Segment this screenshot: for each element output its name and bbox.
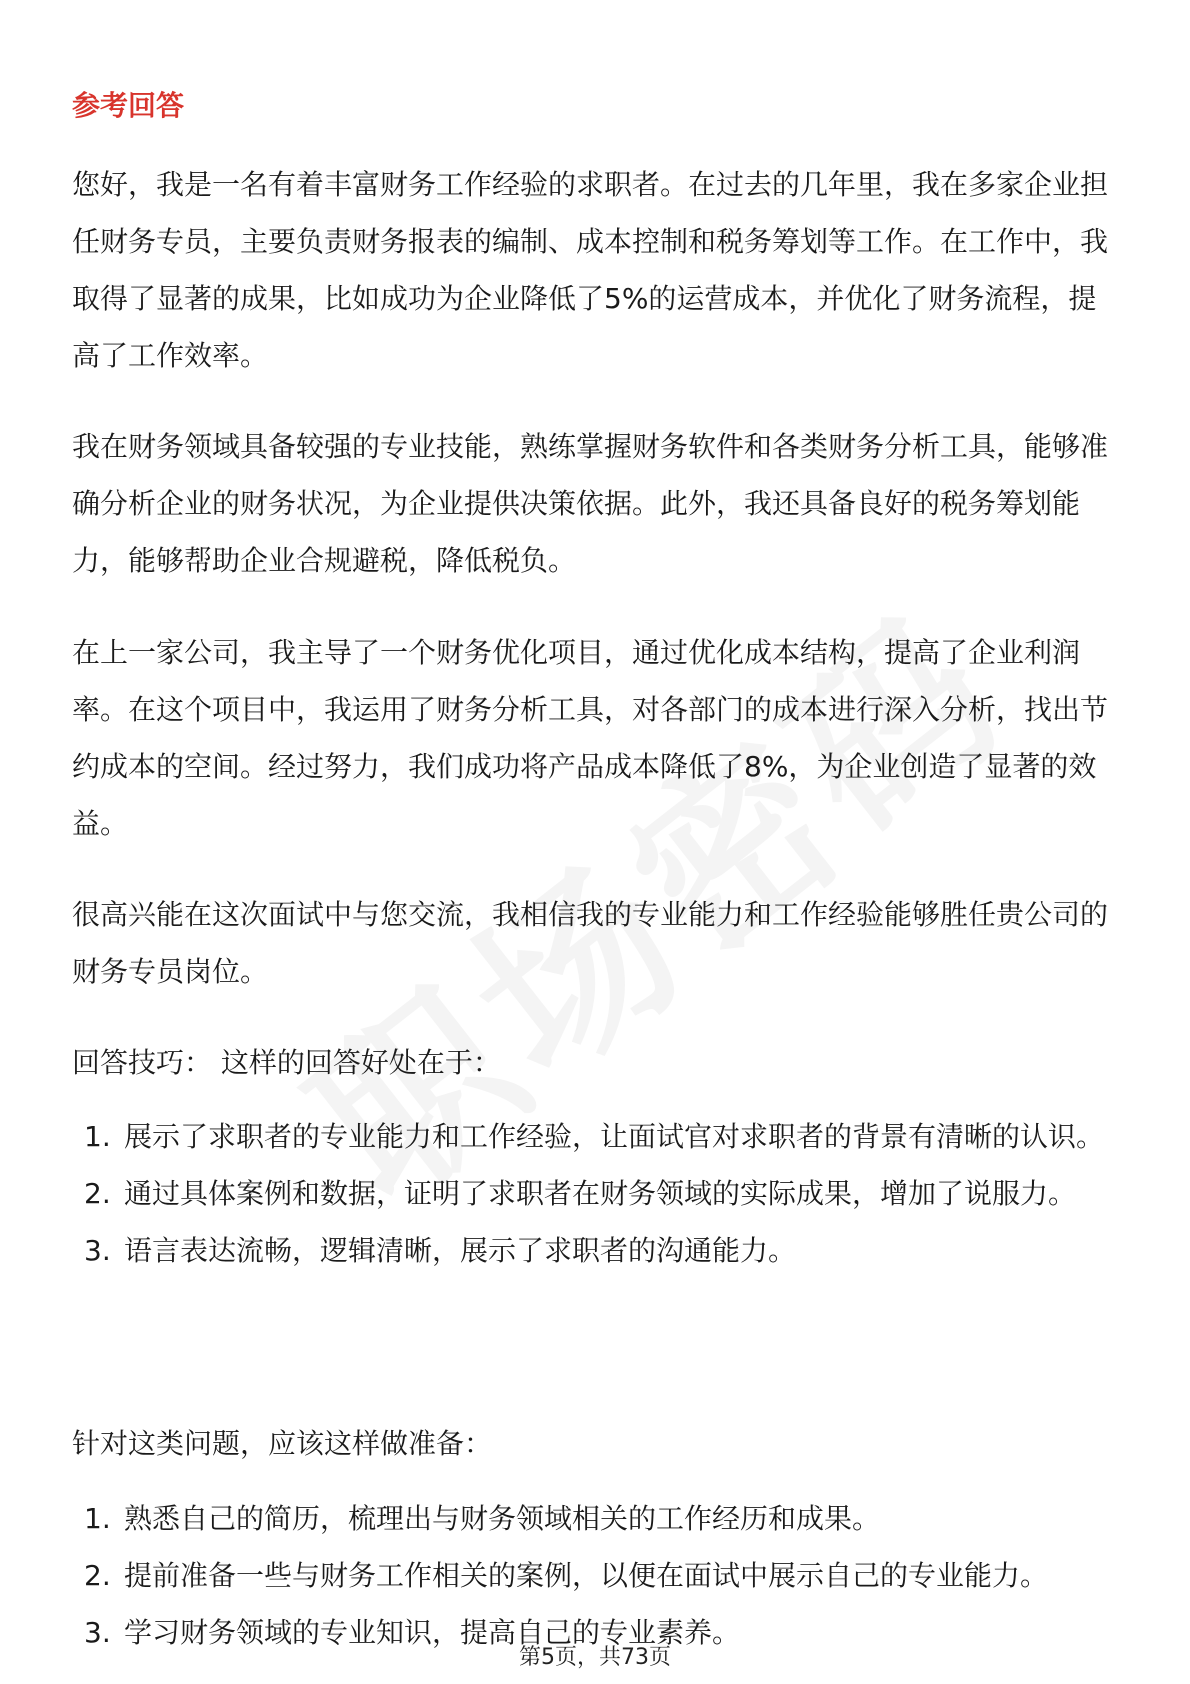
tips-title: 回答技巧： 这样的回答好处在于： <box>72 1046 501 1079</box>
list-item-text: 展示了求职者的专业能力和工作经验，让面试官对求职者的背景有清晰的认识。 <box>124 1120 1105 1153</box>
paragraph-closing: 很高兴能在这次面试中与您交流，我相信我的专业能力和工作经验能够胜任贵公司的财务专员岗位。 <box>72 898 1109 988</box>
prep-list <box>84 1490 1122 1661</box>
tips-list <box>84 1108 1122 1279</box>
prep-title: 针对这类问题，应该这样做准备： <box>72 1427 493 1460</box>
list-item-number: 3. <box>84 1616 111 1649</box>
list-item-number: 3. <box>84 1234 111 1267</box>
paragraph-intro: 您好，我是一名有着丰富财务工作经验的求职者。在过去的几年里，我在多家企业担任财务专员，主要负责财务报表的编制、成本控制和税务筹划等工作。在工作中，我取得了显著的成果，比如成功为企业降低了5%的运营成本，并优化了财务流程，提高了工作效率。 <box>72 168 1109 372</box>
list-item-text: 提前准备一些与财务工作相关的案例，以便在面试中展示自己的专业能力。 <box>124 1559 1049 1592</box>
list-item-number: 1. <box>84 1502 111 1535</box>
list-item-number: 1. <box>84 1120 111 1153</box>
list-item-number: 2. <box>84 1177 111 1210</box>
list-item-text: 通过具体案例和数据，证明了求职者在财务领域的实际成果，增加了说服力。 <box>124 1177 1077 1210</box>
list-item-text: 语言表达流畅，逻辑清晰，展示了求职者的沟通能力。 <box>124 1234 797 1267</box>
paragraph-skills: 我在财务领域具备较强的专业技能，熟练掌握财务软件和各类财务分析工具，能够准确分析企业的财务状况，为企业提供决策依据。此外，我还具备良好的税务筹划能力，能够帮助企业合规避税，降低税负。 <box>72 430 1109 577</box>
list-item-number: 2. <box>84 1559 111 1592</box>
list-item <box>84 1108 1122 1165</box>
list-item <box>84 1165 1122 1222</box>
page-number: 第5页，共73页 <box>519 1645 671 1670</box>
list-item-text: 学习财务领域的专业知识，提高自己的专业素养。 <box>124 1616 741 1649</box>
list-item <box>84 1222 1122 1279</box>
list-item-text: 熟悉自己的简历，梳理出与财务领域相关的工作经历和成果。 <box>124 1502 881 1535</box>
list-item <box>84 1547 1122 1604</box>
list-item <box>84 1490 1122 1547</box>
paragraph-project: 在上一家公司，我主导了一个财务优化项目，通过优化成本结构，提高了企业利润率。在这个项目中，我运用了财务分析工具，对各部门的成本进行深入分析，找出节约成本的空间。经过努力，我们成功将产品成本降低了8%，为企业创造了显著的效益。 <box>72 636 1109 840</box>
section-heading: 参考回答 <box>72 89 185 122</box>
